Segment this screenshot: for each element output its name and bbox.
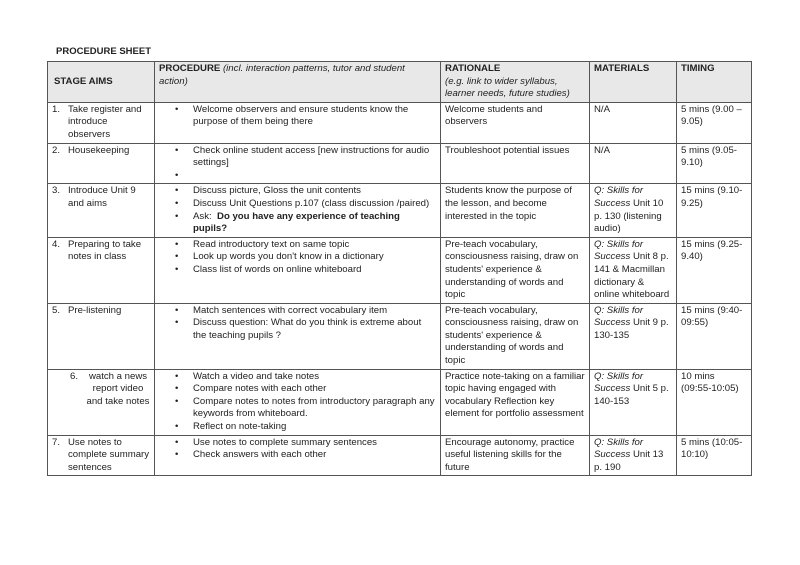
table-row <box>48 143 752 184</box>
timing-cell: 15 mins (9.10-9.25) <box>677 184 752 237</box>
stage-aim-cell <box>48 435 155 476</box>
rationale-cell: Troubleshoot potential issues <box>441 143 590 184</box>
procedure-step: • Discuss Unit Questions p.107 (class discussion /paired) <box>193 198 436 211</box>
procedure-cell <box>155 303 441 369</box>
header-procedure-note: (incl. interaction patterns, tutor and student action) <box>159 63 405 87</box>
materials-cell: N/A <box>590 143 677 184</box>
ask-question: Do you have any experience of teaching pupils? <box>193 210 400 235</box>
procedure-step: • Match sentences with correct vocabulary item <box>193 305 436 318</box>
timing-cell: 5 mins (10:05-10:10) <box>677 435 752 476</box>
stage-aim: Introduce Unit 9 and aims <box>68 185 136 209</box>
timing-cell: 15 mins (9.25-9.40) <box>677 237 752 303</box>
stage-aim-cell <box>48 184 155 237</box>
stage-aim: Preparing to take notes in class <box>68 238 142 263</box>
procedure-cell <box>155 184 441 237</box>
procedure-table <box>47 61 752 476</box>
table-row <box>48 303 752 369</box>
page-title: PROCEDURE SHEET <box>56 46 152 57</box>
stage-aim-cell <box>48 369 155 435</box>
table-row <box>48 237 752 303</box>
stage-number: 1. <box>52 103 61 115</box>
header-procedure <box>155 62 441 103</box>
ask-label: Ask: <box>193 210 212 222</box>
header-procedure-label: PROCEDURE <box>159 63 221 74</box>
procedure-step-ask <box>193 211 436 236</box>
materials-detail: Unit 10 p. 130 (listening audio) <box>594 197 664 235</box>
materials-book: Q: Skills for Success <box>594 304 644 329</box>
procedure-step: • Look up words you don't know in a dictionary <box>193 251 436 264</box>
stage-aim: Take register and introduce observers <box>68 103 142 140</box>
stage-number: 3. <box>52 185 61 197</box>
header-row <box>48 62 752 103</box>
materials-detail: Unit 5 p. 140-153 <box>594 383 669 407</box>
header-materials: MATERIALS <box>590 62 677 103</box>
procedure-step: • Discuss picture, Gloss the unit contents <box>193 185 436 198</box>
stage-aim-cell <box>48 143 155 184</box>
stage-aim-cell <box>48 237 155 303</box>
procedure-step: • Watch a video and take notes <box>193 371 436 384</box>
procedure-step: • Compare notes with each other <box>193 383 436 396</box>
procedure-step: • Read introductory text on same topic <box>193 239 436 252</box>
rationale-cell: Pre-teach vocabulary, consciousness raising, draw on students' experience & understanding of words and topic <box>441 303 590 369</box>
materials-cell <box>590 237 677 303</box>
procedure-cell <box>155 369 441 435</box>
procedure-cell <box>155 435 441 476</box>
stage-aim: Housekeeping <box>68 144 130 156</box>
stage-aim-cell <box>48 102 155 143</box>
materials-cell <box>590 184 677 237</box>
rationale-cell: Practice note-taking on a familiar topic having engaged with vocabulary Reflection key element for portfolio assessment <box>441 369 590 435</box>
stage-number: 2. <box>52 144 61 156</box>
stage-number: 7. <box>52 436 61 448</box>
stage-aim: Use notes to complete summary sentences <box>68 436 150 473</box>
header-rationale-label: RATIONALE <box>445 63 501 74</box>
rationale-cell: Encourage autonomy, practice useful listening skills for the future <box>441 435 590 476</box>
materials-cell <box>590 435 677 476</box>
materials-cell <box>590 303 677 369</box>
stage-number: 5. <box>52 304 61 316</box>
stage-aim: Pre-listening <box>68 304 122 316</box>
header-rationale-note: (e.g. link to wider syllabus, learner needs, future studies) <box>445 75 570 100</box>
procedure-cell <box>155 102 441 143</box>
table-row <box>48 369 752 435</box>
materials-detail: Unit 8 p. 141 & Macmillan dictionary & online whiteboard <box>594 251 670 301</box>
materials-detail: Unit 9 p. 130-135 <box>594 317 669 341</box>
procedure-step: • Use notes to complete summary sentences <box>193 437 436 450</box>
rationale-cell: Students know the purpose of the lesson, and become interested in the topic <box>441 184 590 237</box>
materials-book: Q: Skills for Success <box>594 370 644 395</box>
procedure-cell <box>155 143 441 184</box>
stage-aim-cell <box>48 303 155 369</box>
procedure-step: • Check online student access [new instructions for audio settings] <box>193 145 436 170</box>
timing-cell: 5 mins (9.00 – 9.05) <box>677 102 752 143</box>
table-row <box>48 435 752 476</box>
procedure-cell <box>155 237 441 303</box>
rationale-cell: Pre-teach vocabulary, consciousness raising, draw on students' experience & understanding of words and topic <box>441 237 590 303</box>
header-timing: TIMING <box>677 62 752 103</box>
materials-book: Q: Skills for Success <box>594 185 644 209</box>
procedure-step: • Compare notes to notes from introductory paragraph any keywords from whiteboard. <box>193 396 436 421</box>
header-rationale <box>441 62 590 103</box>
materials-book: Q: Skills for Success <box>594 436 644 461</box>
materials-cell <box>590 369 677 435</box>
table-row <box>48 102 752 143</box>
timing-cell: 15 mins (9:40-09:55) <box>677 303 752 369</box>
procedure-step: • Welcome observers and ensure students know the purpose of them being there <box>193 104 436 129</box>
procedure-step-empty <box>193 170 436 183</box>
rationale-cell: Welcome students and observers <box>441 102 590 143</box>
header-stage-aims: STAGE AIMS <box>48 62 155 103</box>
procedure-step: • Class list of words on online whiteboard <box>193 264 436 277</box>
timing-cell: 5 mins (9.05-9.10) <box>677 143 752 184</box>
procedure-step: • Check answers with each other <box>193 449 436 462</box>
materials-book: Q: Skills for Success <box>594 238 644 263</box>
stage-number: 6. <box>70 370 79 382</box>
timing-cell: 10 mins (09:55-10:05) <box>677 369 752 435</box>
table-row <box>48 184 752 237</box>
stage-aim: watch a news report video and take notes <box>86 370 150 407</box>
materials-detail: Unit 13 p. 190 <box>594 449 664 473</box>
stage-number: 4. <box>52 238 61 250</box>
materials-cell: N/A <box>590 102 677 143</box>
procedure-step: • Reflect on note-taking <box>193 421 436 434</box>
procedure-step: • Discuss question: What do you think is extreme about the teaching pupils ? <box>193 317 436 342</box>
